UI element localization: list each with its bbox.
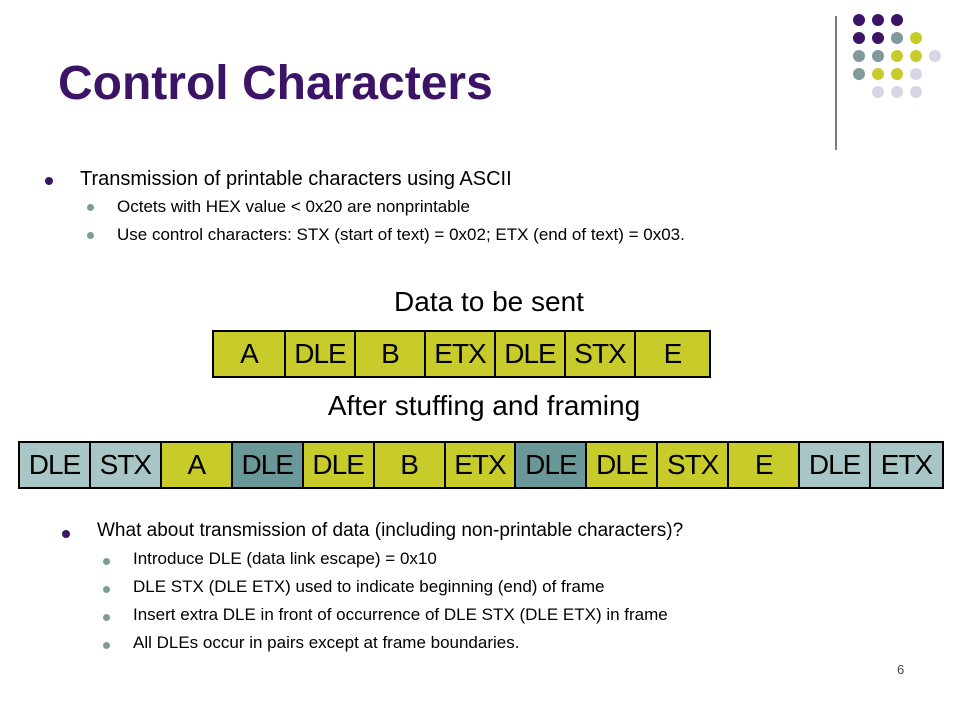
sub-bullet-bottom-1: Introduce DLE (data link escape) = 0x10	[133, 549, 437, 568]
stuffed-cell-data: ETX	[446, 443, 517, 487]
data-cell: DLE	[286, 332, 356, 376]
sub-bullet-bottom-3: Insert extra DLE in front of occurrence of DLE STX (DLE ETX) in frame	[133, 605, 668, 624]
page-number: 6	[897, 662, 905, 677]
sub-bullet-dot	[87, 204, 94, 211]
sub-bullet-dot	[87, 232, 94, 239]
decorative-divider	[835, 16, 837, 150]
decorative-dot	[872, 32, 884, 44]
stuffed-cell-data: DLE	[587, 443, 658, 487]
decorative-dot	[910, 68, 922, 80]
stuffed-cell-stuffed: DLE	[516, 443, 587, 487]
decorative-dot	[891, 68, 903, 80]
sub-bullet-dot	[103, 558, 110, 565]
data-cell: STX	[566, 332, 636, 376]
stuffed-cell-data: DLE	[304, 443, 375, 487]
decorative-dot	[872, 50, 884, 62]
stuffed-cell-frame: STX	[91, 443, 162, 487]
stuffed-cell-data: A	[162, 443, 233, 487]
decorative-dot	[853, 14, 865, 26]
decorative-dot	[891, 86, 903, 98]
stuffed-cell-data: B	[375, 443, 446, 487]
data-row	[212, 330, 711, 378]
decorative-dot	[929, 50, 941, 62]
bullet-main-top: Transmission of printable characters using ASCII	[80, 168, 512, 190]
sub-bullet-top-2: Use control characters: STX (start of text) = 0x02; ETX (end of text) = 0x03.	[117, 225, 685, 244]
bullet-dot	[45, 177, 53, 185]
decorative-dot	[872, 14, 884, 26]
sub-bullet-bottom-4: All DLEs occur in pairs except at frame boundaries.	[133, 633, 520, 652]
stuffed-cell-frame: DLE	[800, 443, 871, 487]
stuffed-cell-data: STX	[658, 443, 729, 487]
bullet-main-bottom: What about transmission of data (including non-printable characters)?	[97, 520, 684, 541]
sub-bullet-top-1: Octets with HEX value < 0x20 are nonprintable	[117, 197, 470, 216]
data-cell: ETX	[426, 332, 496, 376]
stuffed-row	[18, 441, 944, 489]
decorative-dot	[853, 68, 865, 80]
decorative-dot	[872, 86, 884, 98]
decorative-dot	[853, 50, 865, 62]
stuffed-caption: After stuffing and framing	[327, 390, 641, 421]
sub-bullet-dot	[103, 614, 110, 621]
sub-bullet-bottom-2: DLE STX (DLE ETX) used to indicate beginning (end) of frame	[133, 577, 605, 596]
stuffed-cell-frame: DLE	[20, 443, 91, 487]
decorative-dot	[891, 14, 903, 26]
decorative-dot	[910, 32, 922, 44]
data-cell: A	[214, 332, 286, 376]
decorative-dot	[891, 50, 903, 62]
stuffed-cell-frame: ETX	[871, 443, 942, 487]
slide-title: Control Characters	[58, 57, 493, 110]
sub-bullet-dot	[103, 642, 110, 649]
bullet-dot	[62, 530, 70, 538]
stuffed-cell-stuffed: DLE	[233, 443, 304, 487]
decorative-dot-grid	[853, 13, 943, 133]
decorative-dot	[910, 50, 922, 62]
decorative-dot	[891, 32, 903, 44]
sub-bullet-dot	[103, 586, 110, 593]
data-caption: Data to be sent	[394, 286, 584, 317]
decorative-dot	[872, 68, 884, 80]
stuffed-cell-data: E	[729, 443, 800, 487]
decorative-dot	[853, 32, 865, 44]
data-cell: B	[356, 332, 426, 376]
data-cell: E	[636, 332, 709, 376]
data-cell: DLE	[496, 332, 566, 376]
decorative-dot	[910, 86, 922, 98]
